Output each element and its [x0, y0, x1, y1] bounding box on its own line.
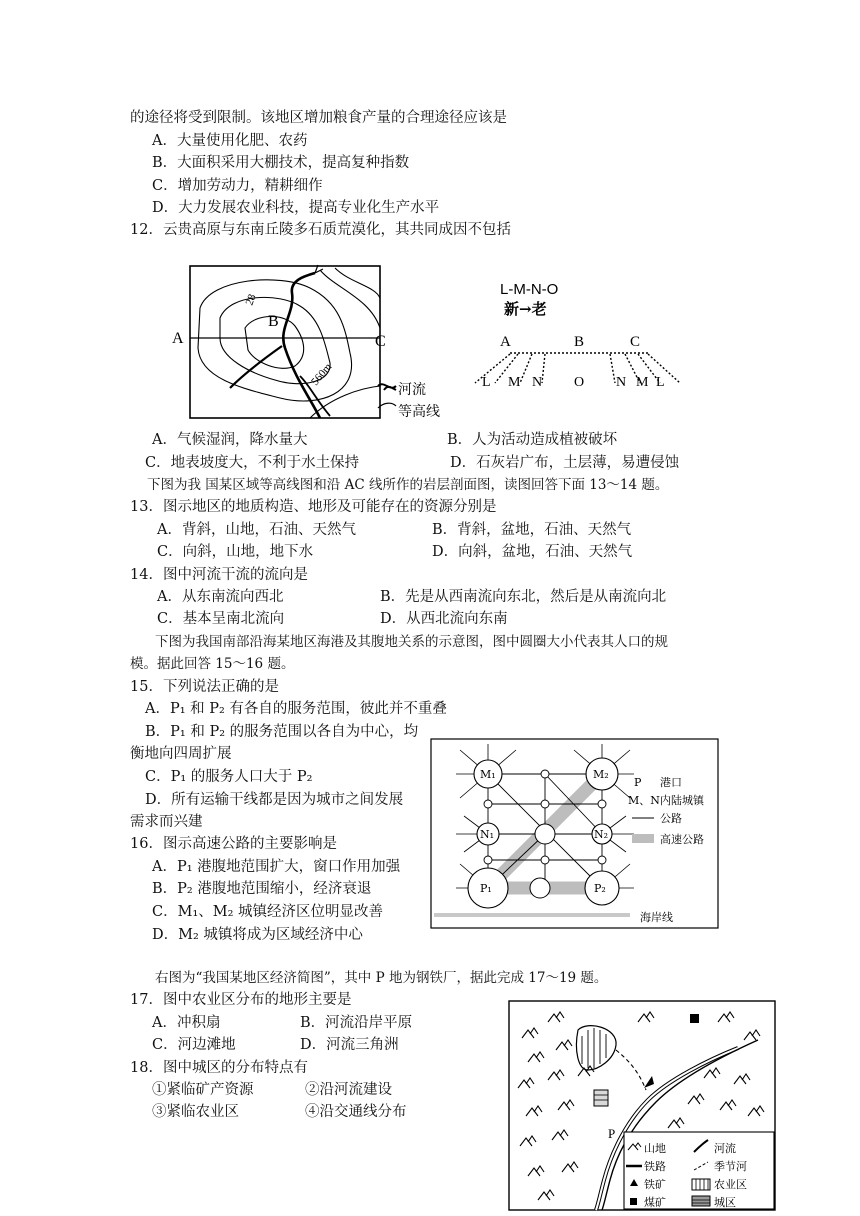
city-legend-icon — [692, 1196, 710, 1206]
q15-option-b[interactable]: B．P₁ 和 P₂ 的服务范围以各自为中心，均 — [145, 724, 419, 740]
q12-stem: 12．云贵高原与东南丘陵多石质荒漠化，其共同成因不包括 — [130, 222, 511, 238]
legend-iron-mine: 铁矿 — [644, 1178, 666, 1191]
q12-option-d[interactable]: D．石灰岩广布，土层薄，易遭侵蚀 — [450, 455, 680, 471]
q16-option-b[interactable]: B．P₂ 港腹地范围缩小，经济衰退 — [152, 881, 372, 897]
q17-option-d[interactable]: D．河流三角洲 — [300, 1037, 399, 1053]
intro-15-16-line1: 下图为我国南部沿海某地区海港及其腹地关系的示意图，图中圆圈大小代表其人口的规 — [155, 634, 668, 650]
legend-port: 港口 — [660, 776, 682, 789]
q12-option-c[interactable]: C．地表坡度大，不利于水土保持 — [145, 455, 360, 471]
intro-15-16-line2: 模。据此回答 15～16 题。 — [130, 656, 295, 672]
intro-13-14: 下图为我 国某区域等高线图和沿 AC 线所作的岩层剖面图，读图回答下面 13～14 题。 — [147, 477, 669, 493]
q13-stem: 13．图示地区的地质构造、地形及可能存在的资源分别是 — [130, 499, 497, 515]
legend-p-key: P — [634, 776, 642, 789]
coal-mine-icon — [690, 1014, 699, 1023]
legend-inland-town: 内陆城镇 — [660, 794, 704, 807]
strata-subtitle: 新→老 — [504, 300, 547, 318]
profile-label-c: C — [630, 334, 641, 350]
contour-se — [310, 386, 380, 418]
legend-agri: 农业区 — [714, 1178, 747, 1191]
q11-option-d[interactable]: D．大力发展农业科技，提高专业化生产水平 — [152, 200, 440, 216]
label-b: B — [268, 313, 279, 330]
q15-option-d[interactable]: D．所有运输干线都是因为城市之间发展 — [145, 792, 404, 808]
label-a: A — [172, 330, 184, 347]
legend-mountain: 山地 — [644, 1142, 666, 1155]
label-p-steelworks: P — [608, 1126, 616, 1141]
town-coast — [530, 878, 550, 898]
legend-city: 城区 — [714, 1196, 736, 1209]
legend-river: 河流 — [398, 382, 426, 398]
q18-stem: 18．图中城区的分布特点有 — [130, 1060, 308, 1076]
coal-mine-legend-icon — [630, 1198, 637, 1205]
q15-option-b-cont: 衡地向四周扩展 — [130, 746, 232, 762]
contour-map-figure — [170, 258, 690, 430]
profile-layer-1: L — [482, 375, 491, 390]
contour-middle — [220, 297, 330, 383]
q13-option-a[interactable]: A．背斜，山地，石油、天然气 — [157, 522, 356, 538]
q18-option-1[interactable]: ①紧临矿产资源 — [152, 1082, 254, 1098]
q13-option-c[interactable]: C．向斜，山地，地下水 — [157, 544, 314, 560]
strata-title: L-M-N-O — [500, 281, 559, 298]
legend-river: 河流 — [714, 1142, 736, 1155]
q16-stem: 16．图示高速公路的主要影响是 — [130, 836, 337, 852]
legend-railway: 铁路 — [644, 1160, 666, 1173]
legend-highway: 高速公路 — [660, 833, 704, 846]
q14-option-c[interactable]: C．基本呈南北流向 — [157, 611, 285, 627]
label-n2: N₂ — [594, 828, 609, 841]
q17-option-c[interactable]: C．河边滩地 — [152, 1037, 236, 1053]
q11-option-c[interactable]: C．增加劳动力，精耕细作 — [152, 178, 323, 194]
profile-layer-2: M — [508, 375, 521, 390]
contour-map-frame — [190, 266, 380, 418]
q14-option-d[interactable]: D．从西北流向东南 — [380, 611, 508, 627]
q18-option-4[interactable]: ④沿交通线分布 — [305, 1104, 407, 1120]
q12-option-a[interactable]: A．气候湿润，降水量大 — [152, 432, 308, 448]
q13-option-b[interactable]: B．背斜，盆地，石油、天然气 — [432, 522, 632, 538]
profile-layer-7: L — [656, 375, 665, 390]
city-area — [594, 1090, 608, 1106]
q12-option-b[interactable]: B．人为活动造成植被破坏 — [447, 432, 618, 448]
economic-sketch-map — [508, 1000, 778, 1212]
highway-legend-icon — [632, 834, 654, 843]
q15-option-a[interactable]: A．P₁ 和 P₂ 有各自的服务范围，彼此并不重叠 — [145, 701, 447, 717]
contour-ne-2 — [335, 268, 380, 298]
label-p2: P₂ — [594, 882, 606, 895]
legend-seasonal-river: 季节河 — [714, 1160, 747, 1173]
q11-option-b[interactable]: B．大面积采用大棚技术，提高复种指数 — [152, 155, 410, 171]
profile-layer-4: O — [574, 375, 585, 390]
q17-option-a[interactable]: A．冲积扇 — [152, 1015, 221, 1031]
town-center — [535, 824, 555, 844]
q15-stem: 15．下列说法正确的是 — [130, 679, 279, 695]
contour-label-28: 28 — [243, 292, 259, 308]
legend-contour: 等高线 — [398, 404, 440, 420]
q17-stem: 17．图中农业区分布的地形主要是 — [130, 992, 352, 1008]
legend-road: 公路 — [660, 812, 682, 825]
q14-option-b[interactable]: B．先是从西南流向东北，然后是从南流向北 — [380, 589, 667, 605]
label-p1: P₁ — [480, 882, 492, 895]
profile-label-b: B — [574, 334, 585, 350]
label-m1: M₁ — [480, 768, 496, 781]
q11-option-a[interactable]: A．大量使用化肥、农药 — [152, 133, 308, 149]
intro-17-19: 右图为“我国某地区经济简图”，其中 P 地为钢铁厂，据此完成 17～19 题。 — [155, 970, 608, 986]
q16-option-a[interactable]: A．P₁ 港腹地范围扩大，窗口作用加强 — [152, 859, 401, 875]
q14-stem: 14．图中河流干流的流向是 — [130, 567, 308, 583]
port-hinterland-figure — [430, 738, 720, 930]
label-n1: N₁ — [480, 828, 495, 841]
profile-layer-3: N — [532, 375, 543, 390]
label-m2: M₂ — [593, 768, 609, 781]
legend-coast: 海岸线 — [640, 911, 673, 924]
q13-option-d[interactable]: D．向斜，盆地，石油、天然气 — [432, 544, 633, 560]
agri-legend-icon — [692, 1179, 710, 1190]
q18-option-2[interactable]: ②沿河流建设 — [305, 1082, 392, 1098]
q18-option-3[interactable]: ③紧临农业区 — [152, 1104, 239, 1120]
q14-option-a[interactable]: A．从东南流向西北 — [157, 589, 284, 605]
q15-option-c[interactable]: C．P₁ 的服务人口大于 P₂ — [145, 769, 313, 785]
q16-option-c[interactable]: C．M₁、M₂ 城镇经济区位明显改善 — [152, 904, 384, 920]
legend-coal-mine: 煤矿 — [644, 1196, 666, 1209]
profile-label-a: A — [500, 334, 511, 350]
label-c: C — [375, 333, 386, 350]
q17-option-b[interactable]: B．河流沿岸平原 — [300, 1015, 413, 1031]
q15-option-d-cont: 需求而兴建 — [130, 814, 203, 830]
profile-layer-5: N — [616, 375, 627, 390]
legend-mn-key: M、N — [628, 794, 660, 807]
q16-option-d[interactable]: D．M₂ 城镇将成为区域经济中心 — [152, 927, 363, 943]
contour-label-560: 560m — [309, 361, 335, 388]
q11-stem-continuation: 的途径将受到限制。该地区增加粮食产量的合理途径应该是 — [130, 110, 507, 126]
profile-layer-6: M — [636, 375, 649, 390]
